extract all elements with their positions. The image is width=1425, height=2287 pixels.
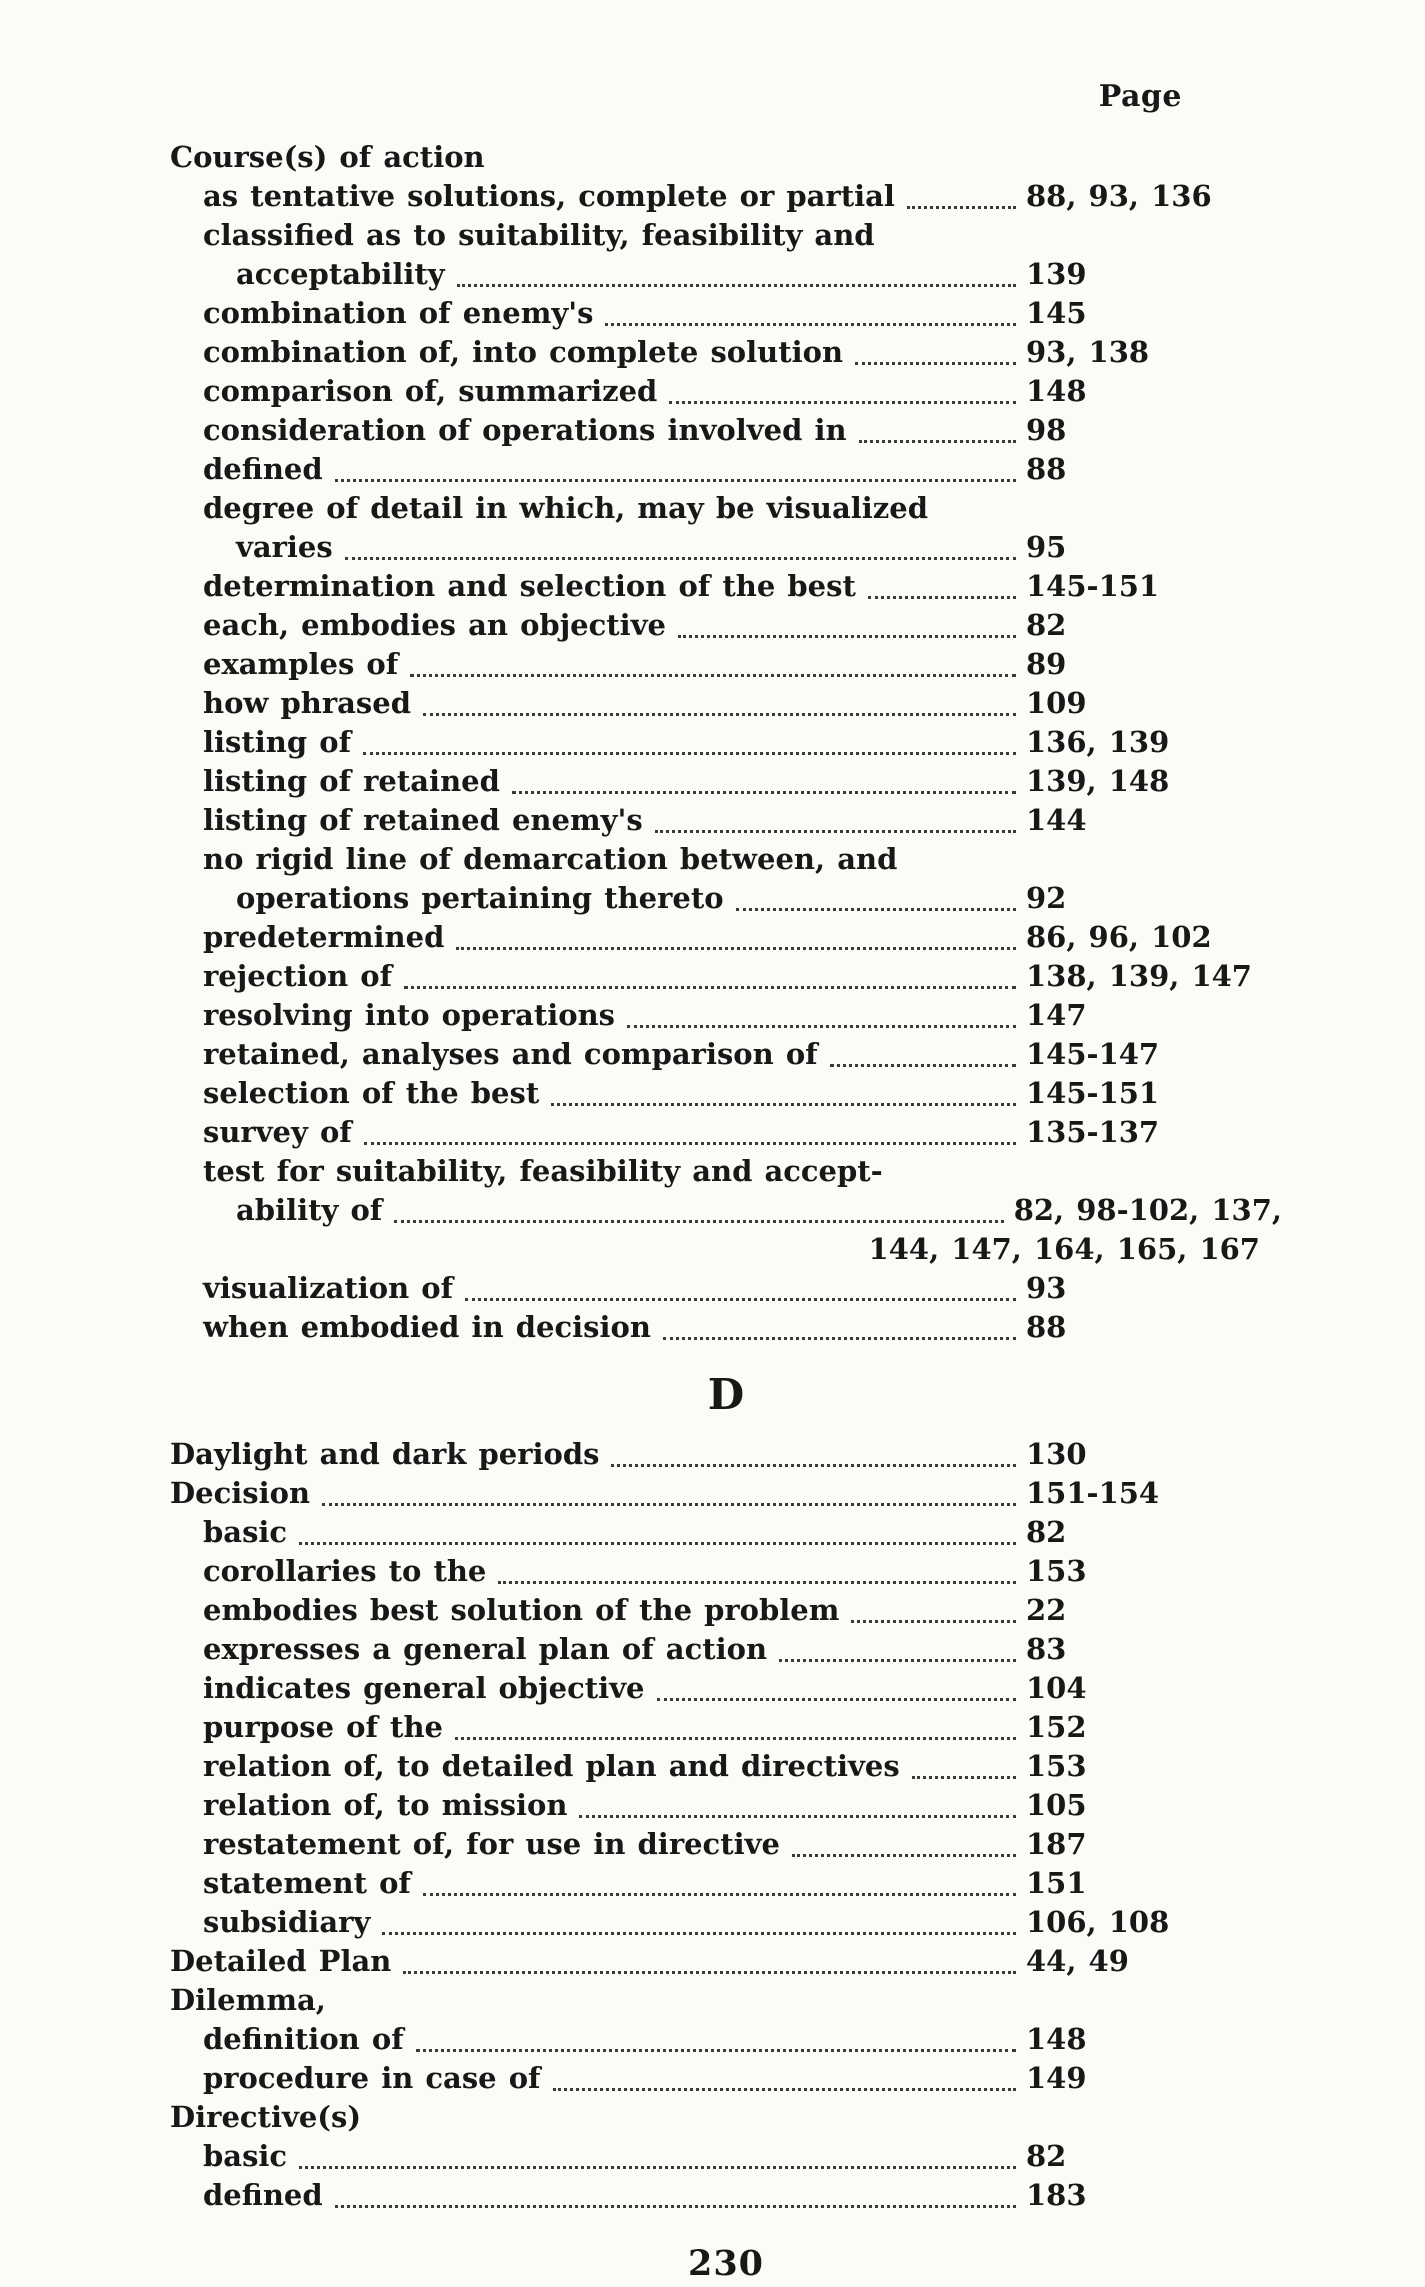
dot-leader (657, 1698, 1017, 1701)
index-entry-pages: 106, 108 (1026, 1905, 1170, 1939)
index-entry (170, 2178, 1282, 2217)
dot-leader (465, 1298, 1016, 1301)
dot-leader (830, 1064, 1016, 1067)
index-entry (170, 2061, 1282, 2100)
index-entry-text: listing of retained (203, 764, 500, 798)
dot-leader (335, 2205, 1016, 2208)
index-entry (170, 1632, 1282, 1671)
index-entry (170, 1749, 1282, 1788)
index-entry-text: as tentative solutions, complete or partial (203, 179, 895, 213)
index-entry (170, 725, 1282, 764)
dot-leader (912, 1776, 1016, 1779)
dot-leader (345, 557, 1016, 560)
index-entry (170, 1671, 1282, 1710)
index-entry (170, 1037, 1282, 1076)
index-entry-pages: 139 (1026, 257, 1087, 291)
index-entry-text: combination of enemy's (203, 296, 594, 330)
dot-leader (907, 206, 1016, 209)
index-entry (170, 1554, 1282, 1593)
index-entry (170, 686, 1282, 725)
index-entry-text: how phrased (203, 686, 411, 720)
index-entry-pages: 22 (1026, 1593, 1067, 1627)
index-entry-pages: 104 (1026, 1671, 1087, 1705)
index-entry-text: corollaries to the (203, 1554, 487, 1588)
dot-leader (512, 791, 1016, 794)
index-entry-list (170, 140, 1282, 2217)
index-entry-pages: 88 (1026, 452, 1067, 486)
dot-leader (779, 1659, 1016, 1662)
index-entry-pages: 93 (1026, 1271, 1067, 1305)
index-entry-pages: 183 (1026, 2178, 1087, 2212)
index-entry-text: operations pertaining thereto (236, 881, 724, 915)
index-entry (170, 2139, 1282, 2178)
index-entry (170, 491, 1282, 530)
dot-leader (859, 440, 1016, 443)
index-entry-pages: 153 (1026, 1749, 1087, 1783)
index-entry (170, 1076, 1282, 1115)
index-entry (170, 1271, 1282, 1310)
index-entry (170, 140, 1282, 179)
index-entry-pages: 187 (1026, 1827, 1087, 1861)
dot-leader (498, 1581, 1016, 1584)
index-entry (170, 1193, 1282, 1232)
index-entry-text: consideration of operations involved in (203, 413, 847, 447)
index-entry-text: ability of (236, 1193, 383, 1227)
index-entry (170, 647, 1282, 686)
index-entry-pages: 145 (1026, 296, 1087, 330)
dot-leader (416, 2049, 1016, 2052)
dot-leader (299, 1542, 1016, 1545)
index-entry-pages: 151-154 (1026, 1476, 1160, 1510)
index-entry (170, 179, 1282, 218)
index-entry-text: Dilemma, (170, 1983, 326, 2017)
index-entry-pages: 136, 139 (1026, 725, 1170, 759)
index-entry-text: subsidiary (203, 1905, 371, 1939)
index-entry (170, 218, 1282, 257)
dot-leader (579, 1815, 1016, 1818)
index-entry-text: test for suitability, feasibility and accept- (203, 1154, 883, 1188)
index-entry-text: listing of retained enemy's (203, 803, 643, 837)
index-entry-text: visualization of (203, 1271, 454, 1305)
index-entry-pages: 82 (1026, 1515, 1067, 1549)
index-entry-text: statement of (203, 1866, 411, 1900)
index-entry-text: defined (203, 452, 323, 486)
index-entry-text: varies (236, 530, 333, 564)
index-entry-text: embodies best solution of the problem (203, 1593, 840, 1627)
index-entry-pages: 88, 93, 136 (1026, 179, 1212, 213)
index-entry (170, 1437, 1282, 1476)
index-entry (170, 608, 1282, 647)
index-page-content (170, 78, 1282, 2284)
index-entry-text: degree of detail in which, may be visualized (203, 491, 928, 525)
index-entry-text: basic (203, 2139, 288, 2173)
index-entry-text: rejection of (203, 959, 393, 993)
dot-leader (394, 1220, 1003, 1223)
index-entry-text: Daylight and dark periods (170, 1437, 600, 1471)
index-entry-text: defined (203, 2178, 323, 2212)
dot-leader (551, 1103, 1016, 1106)
index-entry-text: examples of (203, 647, 399, 681)
index-entry-text: classified as to suitability, feasibility and (203, 218, 875, 252)
dot-leader (404, 986, 1016, 989)
dot-leader (455, 1737, 1016, 1740)
index-entry-pages: 98 (1026, 413, 1067, 447)
index-entry-text: when embodied in decision (203, 1310, 651, 1344)
index-entry (170, 959, 1282, 998)
dot-leader (410, 674, 1016, 677)
index-entry-pages: 135-137 (1026, 1115, 1160, 1149)
index-entry (170, 920, 1282, 959)
index-entry-pages: 105 (1026, 1788, 1087, 1822)
index-entry-pages: 152 (1026, 1710, 1087, 1744)
index-entry-pages: 95 (1026, 530, 1067, 564)
index-entry (170, 1827, 1282, 1866)
index-entry-pages: 149 (1026, 2061, 1087, 2095)
index-entry (170, 452, 1282, 491)
index-entry (170, 764, 1282, 803)
index-entry (170, 1905, 1282, 1944)
index-entry-text: relation of, to mission (203, 1788, 568, 1822)
index-entry (170, 296, 1282, 335)
index-entry-pages: 138, 139, 147 (1026, 959, 1252, 993)
dot-leader (363, 752, 1016, 755)
index-entry (170, 1476, 1282, 1515)
dot-leader (611, 1464, 1016, 1467)
dot-leader (403, 1971, 1016, 1974)
index-entry-text: Decision (170, 1476, 311, 1510)
index-entry (170, 1593, 1282, 1632)
index-entry-text: Course(s) of action (170, 140, 485, 174)
index-entry (170, 881, 1282, 920)
index-entry-pages: 145-151 (1026, 1076, 1160, 1110)
index-entry (170, 1710, 1282, 1749)
index-entry-text: resolving into operations (203, 998, 615, 1032)
index-entry-pages: 130 (1026, 1437, 1087, 1471)
dot-leader (423, 713, 1016, 716)
index-entry-text: retained, analyses and comparison of (203, 1037, 818, 1071)
dot-leader (669, 401, 1016, 404)
index-entry-text: restatement of, for use in directive (203, 1827, 780, 1861)
index-entry-text: Directive(s) (170, 2100, 362, 2134)
index-entry-pages: 148 (1026, 374, 1087, 408)
index-entry (170, 1983, 1282, 2022)
index-entry-pages: 151 (1026, 1866, 1087, 1900)
dot-leader (605, 323, 1016, 326)
index-entry-text: acceptability (236, 257, 445, 291)
index-entry-pages: 82 (1026, 608, 1067, 642)
index-entry (170, 842, 1282, 881)
dot-leader (678, 635, 1016, 638)
index-entry-text: Detailed Plan (170, 1944, 392, 1978)
index-entry-pages: 82 (1026, 2139, 1067, 2173)
index-entry-text: no rigid line of demarcation between, and (203, 842, 898, 876)
dot-leader (851, 1620, 1016, 1623)
index-entry-pages: 145-151 (1026, 569, 1160, 603)
dot-leader (868, 596, 1016, 599)
index-entry (170, 530, 1282, 569)
index-entry-pages: 144, 147, 164, 165, 167 (868, 1232, 1260, 1266)
index-entry (170, 2022, 1282, 2061)
dot-leader (335, 479, 1016, 482)
index-entry (170, 1944, 1282, 1983)
index-entry-pages: 92 (1026, 881, 1067, 915)
dot-leader (364, 1142, 1016, 1145)
index-entry-pages: 83 (1026, 1632, 1067, 1666)
index-entry-pages: 89 (1026, 647, 1067, 681)
index-entry-pages: 145-147 (1026, 1037, 1160, 1071)
index-entry (170, 803, 1282, 842)
dot-leader (855, 362, 1016, 365)
section-letter-heading: D (707, 1370, 745, 1419)
index-entry-text: expresses a general plan of action (203, 1632, 768, 1666)
index-entry-pages: 93, 138 (1026, 335, 1150, 369)
index-entry-text: procedure in case of (203, 2061, 541, 2095)
index-entry (170, 1788, 1282, 1827)
dot-leader (792, 1854, 1016, 1857)
index-entry-text: each, embodies an objective (203, 608, 667, 642)
index-entry (170, 2100, 1282, 2139)
index-entry (170, 1232, 1282, 1271)
dot-leader (553, 2088, 1016, 2091)
dot-leader (663, 1337, 1016, 1340)
index-entry-text: relation of, to detailed plan and directives (203, 1749, 900, 1783)
dot-leader (299, 2166, 1016, 2169)
index-entry-text: definition of (203, 2022, 404, 2056)
index-entry-text: survey of (203, 1115, 352, 1149)
index-entry-pages: 153 (1026, 1554, 1087, 1588)
index-entry (170, 257, 1282, 296)
index-entry-pages: 82, 98-102, 137, (1013, 1193, 1282, 1227)
index-entry (170, 1310, 1282, 1349)
index-entry (170, 1154, 1282, 1193)
index-entry-pages: 109 (1026, 686, 1087, 720)
index-entry-pages: 148 (1026, 2022, 1087, 2056)
index-entry-text: indicates general objective (203, 1671, 645, 1705)
index-entry-text: listing of (203, 725, 352, 759)
index-entry-text: combination of, into complete solution (203, 335, 844, 369)
index-entry-pages: 88 (1026, 1310, 1067, 1344)
dot-leader (655, 830, 1016, 833)
index-entry (170, 374, 1282, 413)
dot-leader (423, 1893, 1016, 1896)
index-entry (170, 569, 1282, 608)
index-entry-pages: 144 (1026, 803, 1087, 837)
dot-leader (456, 947, 1016, 950)
dot-leader (322, 1503, 1016, 1506)
index-entry-pages: 147 (1026, 998, 1087, 1032)
index-entry-pages: 44, 49 (1026, 1944, 1129, 1978)
index-entry-text: basic (203, 1515, 288, 1549)
dot-leader (382, 1932, 1016, 1935)
index-entry-text: selection of the best (203, 1076, 540, 1110)
page-column-header: Page (1098, 79, 1182, 114)
index-entry-pages: 139, 148 (1026, 764, 1170, 798)
index-entry-pages: 86, 96, 102 (1026, 920, 1212, 954)
page-folio-number: 230 (687, 2243, 765, 2284)
index-entry (170, 998, 1282, 1037)
index-entry (170, 1515, 1282, 1554)
dot-leader (736, 908, 1016, 911)
index-entry (170, 335, 1282, 374)
index-entry (170, 1115, 1282, 1154)
dot-leader (627, 1025, 1016, 1028)
index-entry (170, 1866, 1282, 1905)
index-entry (170, 413, 1282, 452)
index-entry-text: comparison of, summarized (203, 374, 658, 408)
index-entry-text: determination and selection of the best (203, 569, 856, 603)
dot-leader (457, 284, 1016, 287)
index-entry-text: purpose of the (203, 1710, 443, 1744)
index-entry-text: predetermined (203, 920, 445, 954)
